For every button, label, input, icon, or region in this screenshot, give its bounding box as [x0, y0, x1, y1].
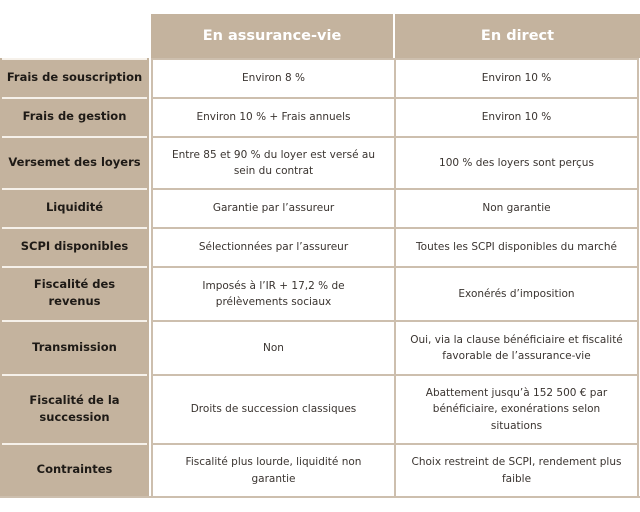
table-row: [0, 320, 640, 374]
cell-assurance-vie: Imposés à l’IR + 17,2 % de prélèvements sociaux: [151, 266, 394, 320]
cell-assurance-vie: Environ 10 % + Frais annuels: [151, 97, 394, 136]
cell-direct: Oui, via la clause bénéficiaire et fiscalité favorable de l’assurance-vie: [394, 320, 639, 374]
cell-direct: Abattement jusqu’à 152 500 € par bénéficiaire, exonérations selon situations: [394, 374, 639, 443]
row-label: Versemet des loyers: [0, 136, 149, 188]
cell-assurance-vie: Garantie par l’assureur: [151, 188, 394, 227]
table-row: [0, 136, 640, 188]
row-label: Fiscalité de la succession: [0, 374, 149, 443]
cell-direct: Environ 10 %: [394, 97, 639, 136]
cell-assurance-vie: Entre 85 et 90 % du loyer est versé au sein du contrat: [151, 136, 394, 188]
table-row: [0, 443, 640, 496]
row-label: Fiscalité des revenus: [0, 266, 149, 320]
row-label: Frais de souscription: [0, 58, 149, 97]
row-label: Transmission: [0, 320, 149, 374]
cell-direct: 100 % des loyers sont perçus: [394, 136, 639, 188]
table-row: [0, 97, 640, 136]
cell-direct: Exonérés d’imposition: [394, 266, 639, 320]
header-en-direct: En direct: [395, 14, 640, 58]
cell-direct: Choix restreint de SCPI, rendement plus faible: [394, 443, 639, 496]
cell-direct: Toutes les SCPI disponibles du marché: [394, 227, 639, 266]
cell-assurance-vie: Fiscalité plus lourde, liquidité non garantie: [151, 443, 394, 496]
row-label: Liquidité: [0, 188, 149, 227]
table-row: [0, 188, 640, 227]
cell-assurance-vie: Droits de succession classiques: [151, 374, 394, 443]
table-row: [0, 374, 640, 443]
cell-direct: Non garantie: [394, 188, 639, 227]
cell-direct: Environ 10 %: [394, 58, 639, 97]
table-row: [0, 58, 640, 97]
row-label: Frais de gestion: [0, 97, 149, 136]
row-label: SCPI disponibles: [0, 227, 149, 266]
table-row: [0, 227, 640, 266]
cell-assurance-vie: Environ 8 %: [151, 58, 394, 97]
header-assurance-vie: En assurance-vie: [151, 14, 393, 58]
row-label: Contraintes: [0, 443, 149, 496]
cell-assurance-vie: Sélectionnées par l’assureur: [151, 227, 394, 266]
table-bottom-border: [0, 496, 640, 498]
cell-assurance-vie: Non: [151, 320, 394, 374]
table-row: [0, 266, 640, 320]
